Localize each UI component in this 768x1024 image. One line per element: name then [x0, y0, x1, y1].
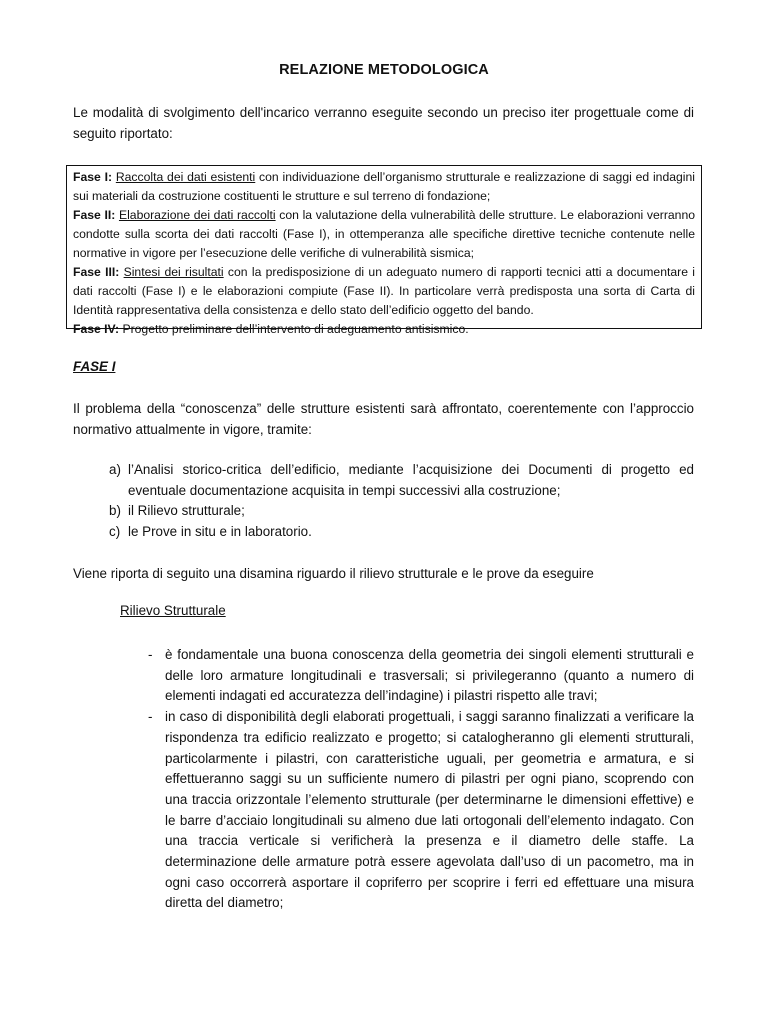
knowledge-list [73, 460, 694, 542]
list-item [73, 707, 694, 914]
phases-box [66, 165, 702, 336]
list-marker: c) [109, 523, 121, 539]
phase-text: con individuazione dell’organismo strutturale e realizzazione di saggi ed indagini sui materiali da costruzione costituenti le strutture e sul terreno di fondazione; [73, 170, 695, 203]
list-marker: a) [109, 462, 121, 477]
list-text: è fondamentale una buona conoscenza della geometria dei singoli elementi strutturali e delle loro armature longitudinali e trasversali; si privilegeranno (quanto a numero di elementi indagati ed accuratezza dell’indagine) i pilastri rispetto alle travi; [165, 647, 694, 704]
dash-marker: - [148, 709, 153, 725]
list-text: il Rilievo strutturale; [128, 503, 245, 518]
phase-label: Fase IV: [73, 322, 120, 336]
list-marker: b) [109, 503, 121, 518]
phase-label: Fase I: [73, 170, 113, 184]
list-text: le Prove in situ e in laboratorio. [128, 523, 312, 539]
phase-label: Fase II: [73, 208, 116, 222]
page-title: RELAZIONE METODOLOGICA [279, 62, 489, 78]
phase-2 [73, 206, 695, 263]
list-text: l’Analisi storico-critica dell’edificio, mediante l’acquisizione dei Documenti di progetto ed eventuale documentazione acquisita in tempi successivi alla costruzione; [128, 462, 694, 498]
dash-marker: - [148, 647, 153, 662]
phase-label: Fase III: [73, 265, 120, 279]
phase-title: Elaborazione dei dati raccolti [118, 208, 276, 222]
phase-4 [73, 320, 695, 339]
phase-title: Raccolta dei dati esistenti [115, 170, 256, 184]
phase-1 [73, 168, 695, 206]
problem-paragraph: Il problema della “conoscenza” delle strutture esistenti sarà affrontato, coerentemente con l’approccio normativo attualmente in vigore, tramite: [73, 401, 694, 437]
phase-text: con la valutazione della vulnerabilità delle strutture. Le elaborazioni verranno condotte sulla scorta dei dati raccolti (Fase I), in ottemperanza alle specifiche direttive tecniche contenute nelle normative in vigore per l’esecuzione delle verifiche di vulnerabilità sismica; [73, 208, 696, 260]
list-text: in caso di disponibilità degli elaborati progettuali, i saggi saranno finalizzati a verificare la rispondenza tra edificio realizzato e progetto; si catalogheranno gli elementi strutturali, particolarmente i pilastri, con caratteristiche uguali, per geometria e armatura, e si effettueranno saggi su un sufficiente numero di pilastri per ogni piano, scoprendo con una traccia orizzontale l’elemento strutturale (per determinarne le dimensioni effettive) e le barre d’acciaio longitudinali su almeno due lati ortogonali dell’elemento indagato. Con una traccia verticale si verificherà la presenza e il diametro delle staffe. La determinazione delle armature potrà essere agevolata dall’uso di un pacometro, ma in ogni caso occorrerà asportare il copriferro per scoprire i ferri ed effettuare una misura diretta del diametro; [165, 709, 694, 911]
intro-paragraph: Le modalità di svolgimento dell'incarico verranno eseguite secondo un preciso iter progettuale come di seguito riportato: [73, 105, 694, 141]
rilievo-list [73, 645, 694, 914]
fase-heading: FASE I [73, 359, 116, 374]
phase-text: Progetto preliminare dell’intervento di adeguamento antisismico. [119, 322, 469, 336]
summary-line: Viene riporta di seguito una disamina riguardo il rilievo strutturale e le prove da eseguire [73, 566, 594, 581]
list-item [73, 645, 694, 707]
phase-text: con la predisposizione di un adeguato numero di rapporti tecnici atti a documentare i dati raccolti (Fase I) e le elaborazioni compiute (Fase II). In particolare verrà predisposta una sorta di Carta di Identità rappresentativa della consistenza e dello stato dell’edificio oggetto del bando. [73, 265, 695, 317]
subheading-rilievo: Rilievo Strutturale [120, 603, 226, 618]
list-item [73, 522, 694, 543]
phase-3 [73, 263, 695, 320]
phase-title: Sintesi dei risultati [123, 265, 224, 279]
list-item [73, 460, 694, 501]
list-item [73, 501, 694, 522]
